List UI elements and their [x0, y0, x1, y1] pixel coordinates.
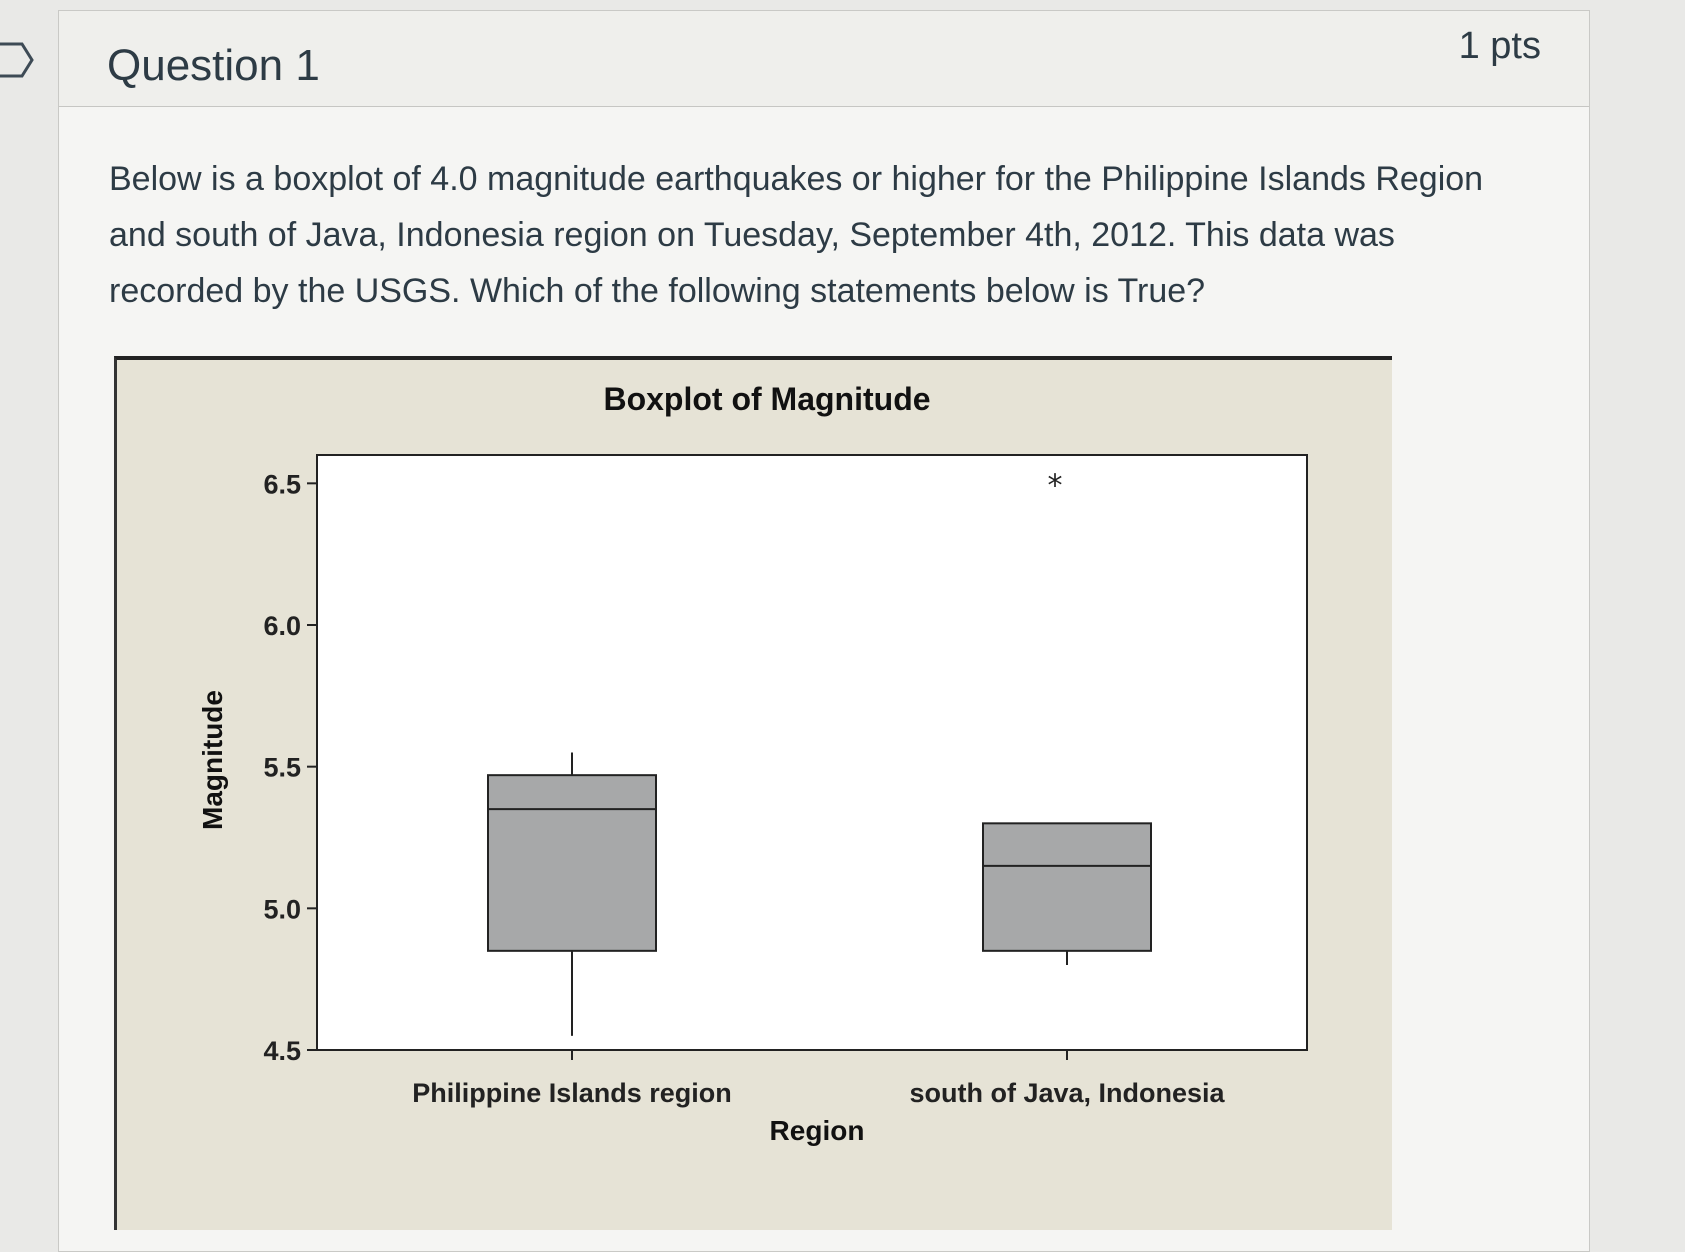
y-tick-label: 6.5: [263, 469, 301, 500]
outlier-marker: *: [1047, 468, 1063, 504]
y-tick-label: 5.0: [263, 894, 301, 925]
y-axis-label: Magnitude: [197, 690, 228, 830]
box-iqr: [488, 775, 656, 951]
question-nav-flag-icon[interactable]: [0, 40, 34, 80]
y-tick-label: 6.0: [263, 611, 301, 641]
x-tick-label: Philippine Islands region: [412, 1078, 732, 1108]
boxplot-chart: [117, 360, 1392, 1230]
question-points: 1 pts: [1458, 25, 1541, 67]
plot-area: [317, 455, 1307, 1050]
x-axis-label: Region: [769, 1115, 865, 1146]
question-card: [58, 10, 1590, 1252]
chart-title: Boxplot of Magnitude: [603, 381, 931, 417]
boxplot-figure: [114, 356, 1392, 1230]
question-header: [59, 11, 1589, 107]
y-tick-label: 4.5: [263, 1036, 301, 1066]
y-tick-label: 5.5: [263, 752, 301, 783]
question-title: Question 1: [107, 41, 320, 90]
box-iqr: [983, 823, 1151, 951]
question-text: Below is a boxplot of 4.0 magnitude earthquakes or higher for the Philippine Islands Region and south of Java, Indonesia region on Tuesday, September 4th, 2012. This data was recorded by the USGS. Which of the following statements below is True?: [109, 160, 1484, 310]
x-tick-label: south of Java, Indonesia: [909, 1078, 1225, 1108]
